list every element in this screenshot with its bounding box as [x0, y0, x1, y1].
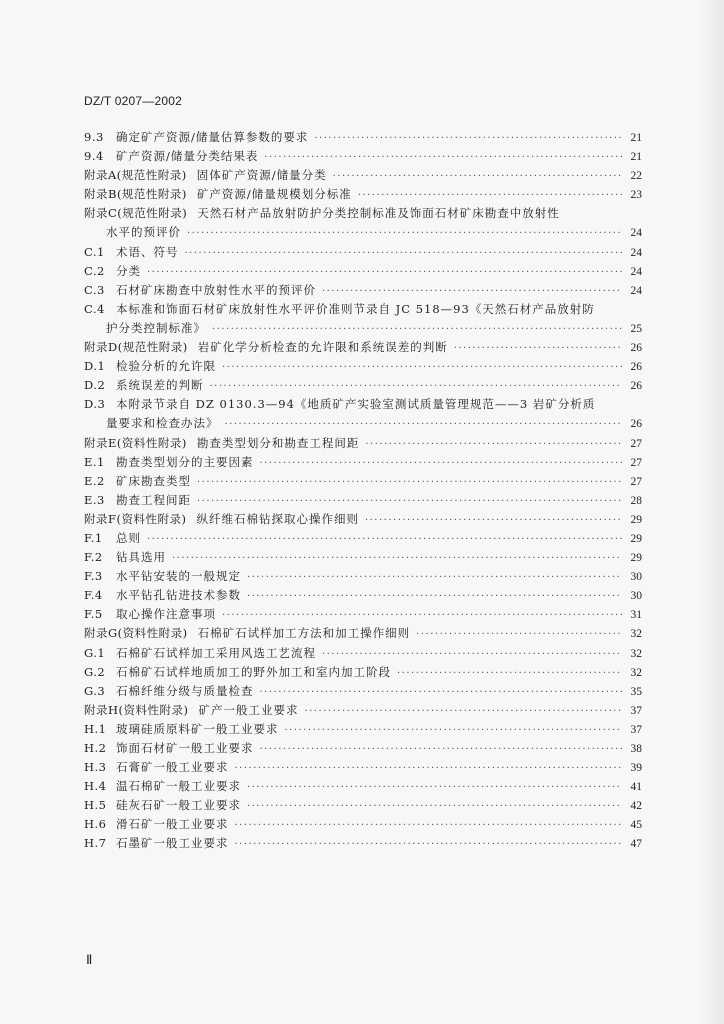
toc-entry-number: 附录G(资料性附录)	[84, 626, 188, 641]
toc-leader-dots	[285, 721, 623, 740]
toc-entry-page: 27	[630, 475, 642, 488]
toc-entry-number: E.3	[84, 492, 105, 507]
toc-entry-page: 32	[630, 666, 642, 679]
toc-leader-dots	[147, 530, 622, 549]
toc-entry-title: 检验分析的允许限	[116, 359, 216, 374]
toc-entry-page: 29	[630, 513, 642, 526]
toc-entry-number: 附录H(资料性附录)	[84, 702, 189, 717]
toc-entry-page: 25	[630, 322, 642, 335]
toc-leader-dots	[260, 454, 623, 473]
toc-entry-title: 矿床勘查类型	[116, 473, 191, 488]
toc-entry-number: H.1	[84, 721, 107, 736]
toc-entry-page: 39	[630, 762, 642, 775]
toc-entry-page: 26	[630, 418, 642, 431]
toc-entry-page: 26	[630, 342, 642, 355]
toc-leader-dots	[197, 473, 622, 492]
toc-entry-title: 玻璃硅质原料矿一般工业要求	[116, 721, 279, 736]
toc-entry-title: 确定矿产资源/储量估算参数的要求	[116, 130, 309, 144]
toc-entry[interactable]	[84, 605, 642, 624]
toc-entry-title: 石棉纤维分级与质量检查	[116, 683, 254, 698]
toc-entry-number: 附录B(规范性附录)	[84, 187, 187, 202]
toc-entry-page: 32	[630, 647, 642, 660]
toc-leader-dots	[314, 129, 622, 148]
toc-entry-title: 护分类控制标准》	[106, 320, 206, 335]
toc-entry[interactable]	[84, 510, 642, 529]
toc-entry[interactable]	[84, 243, 642, 262]
toc-entry-number: G.2	[84, 664, 106, 679]
toc-entry[interactable]	[84, 815, 642, 834]
toc-entry-title: 本附录节录自 DZ 0130.3—94《地质矿产实验室测试质量管理规范——3 岩矿分析质	[116, 397, 596, 412]
toc-entry-number: H.6	[84, 817, 107, 832]
toc-entry-title: 石棉矿石试样加工方法和加工操作细则	[197, 626, 411, 641]
toc-entry-number: F.2	[84, 550, 103, 565]
toc-entry-page: 23	[630, 189, 642, 202]
toc-leader-dots	[147, 263, 622, 282]
toc-entry-title: 总则	[116, 530, 141, 545]
toc-entry-page: 31	[630, 609, 642, 622]
toc-entry-title: 石材矿床勘查中放射性水平的预评价	[116, 282, 316, 297]
toc-entry-title: 石棉矿石试样加工采用风选工艺流程	[116, 645, 316, 660]
toc-leader-dots	[247, 587, 622, 606]
toc-entry-number: H.3	[84, 760, 107, 775]
toc-entry-number: H.7	[84, 836, 107, 851]
toc-entry[interactable]	[84, 434, 642, 453]
toc-entry-title: 勘查类型划分的主要因素	[116, 454, 254, 469]
toc-entry-title: 分类	[116, 263, 141, 278]
toc-entry-number: C.4	[84, 301, 105, 316]
toc-entry-page: 26	[630, 361, 642, 374]
toc-entry-title: 纵纤维石棉钻探取心操作细则	[196, 511, 359, 526]
toc-leader-dots	[197, 492, 622, 511]
toc-entry[interactable]	[84, 395, 642, 414]
toc-leader-dots	[333, 167, 622, 186]
toc-leader-dots	[358, 186, 622, 205]
toc-entry[interactable]	[84, 796, 642, 815]
toc-entry-page: 27	[630, 437, 642, 450]
toc-entry-title: 取心操作注意事项	[116, 607, 216, 622]
toc-leader-dots	[247, 778, 622, 797]
toc-entry-title: 矿产一般工业要求	[198, 702, 299, 717]
page-edge-shadow	[698, 0, 724, 1024]
toc-leader-dots	[260, 683, 623, 702]
toc-leader-dots	[454, 339, 622, 358]
toc-entry-page: 38	[630, 743, 642, 755]
toc-entry[interactable]	[84, 567, 642, 586]
toc-entry-title: 矿产资源/储量分类结果表	[116, 149, 259, 164]
toc-leader-dots	[416, 625, 622, 644]
toc-leader-dots	[172, 549, 622, 568]
toc-leader-dots	[305, 702, 622, 721]
toc-entry-page: 30	[630, 571, 642, 584]
toc-entry-title: 滑石矿一般工业要求	[116, 817, 229, 832]
toc-entry-number: C.3	[84, 282, 105, 297]
toc-entry-page: 35	[630, 685, 642, 698]
toc-entry-title: 量要求和检查办法》	[106, 416, 219, 431]
toc-entry-number: G.1	[84, 645, 106, 660]
toc-entry[interactable]	[84, 472, 642, 491]
toc-leader-dots	[185, 244, 623, 263]
toc-leader-dots	[222, 606, 622, 625]
toc-entry-title: 石膏矿一般工业要求	[116, 760, 229, 775]
toc-leader-dots	[397, 664, 622, 683]
toc-entry-page: 29	[630, 552, 642, 565]
toc-entry[interactable]	[84, 319, 642, 338]
toc-entry[interactable]	[84, 453, 642, 472]
toc-leader-dots	[187, 224, 622, 243]
toc-leader-dots	[235, 816, 623, 835]
document-code: DZ/T 0207—2002	[84, 94, 182, 108]
toc-entry-page: 21	[630, 151, 642, 164]
toc-entry-page: 32	[630, 628, 642, 641]
toc-entry-page: 21	[630, 132, 642, 144]
toc-entry-title: 勘查工程间距	[116, 492, 191, 507]
toc-leader-dots	[260, 740, 623, 759]
toc-entry-page: 28	[630, 494, 642, 507]
toc-entry-title: 系统误差的判断	[116, 378, 204, 393]
toc-entry-title: 水平钻孔钻进技术参数	[116, 588, 241, 603]
toc-entry-number: 附录C(规范性附录)	[84, 206, 188, 221]
toc-entry-number: H.2	[84, 741, 107, 755]
toc-entry-number: F.1	[84, 530, 103, 545]
toc-entry-title: 饰面石材矿一般工业要求	[116, 741, 254, 755]
toc-entry-number: C.2	[84, 263, 105, 278]
toc-entry-number: D.1	[84, 359, 106, 374]
toc-entry-title: 温石棉矿一般工业要求	[116, 779, 241, 794]
toc-leader-dots	[322, 645, 622, 664]
toc-entry-page: 24	[630, 284, 642, 297]
toc-leader-dots	[222, 358, 622, 377]
page-number: Ⅱ	[86, 952, 92, 967]
toc-entry-number: F.4	[84, 588, 103, 603]
toc-leader-dots	[235, 759, 623, 778]
toc-leader-dots	[235, 835, 623, 854]
toc-entry[interactable]	[84, 300, 642, 319]
toc-entry[interactable]	[84, 529, 642, 548]
toc-entry-number: C.1	[84, 244, 105, 259]
toc-entry-title: 岩矿化学分析检查的允许限和系统误差的判断	[197, 340, 448, 355]
toc-entry[interactable]	[84, 663, 642, 682]
toc-entry-page: 47	[630, 838, 642, 851]
toc-entry[interactable]	[84, 834, 642, 853]
toc-leader-dots	[212, 320, 622, 339]
toc-entry-title: 术语、符号	[116, 244, 179, 259]
toc-entry-number: H.4	[84, 779, 107, 794]
toc-entry[interactable]	[84, 586, 642, 605]
toc-entry-number: D.2	[84, 378, 106, 393]
toc-leader-dots	[225, 415, 623, 434]
toc-entry[interactable]	[84, 357, 642, 376]
toc-entry-title: 勘查类型划分和勘查工程间距	[196, 435, 360, 450]
toc-entry-title: 石棉矿石试样地质加工的野外加工和室内加工阶段	[116, 664, 391, 679]
toc-entry-title: 硅灰石矿一般工业要求	[116, 798, 241, 813]
toc-entry-number: 9.4	[84, 149, 104, 164]
toc-entry-page: 27	[630, 456, 642, 469]
toc-entry-number: H.5	[84, 798, 107, 813]
toc-entry-page: 30	[630, 590, 642, 603]
toc-leader-dots	[365, 435, 622, 454]
toc-entry-number: 9.3	[84, 130, 104, 144]
toc-leader-dots	[210, 377, 623, 396]
toc-entry[interactable]	[84, 701, 642, 720]
toc-entry-page: 24	[630, 227, 642, 240]
toc-entry-number: 附录E(资料性附录)	[84, 435, 187, 450]
toc-entry[interactable]	[84, 128, 642, 147]
toc-entry-title: 水平的预评价	[106, 225, 181, 240]
toc-entry-number: 附录A(规范性附录)	[84, 168, 187, 183]
toc-entry-number: G.3	[84, 683, 106, 698]
toc-entry-number: 附录F(资料性附录)	[84, 511, 187, 526]
toc-entry[interactable]	[84, 147, 642, 166]
toc-entry-number: 附录D(规范性附录)	[84, 340, 188, 355]
toc-leader-dots	[264, 148, 622, 167]
toc-entry[interactable]	[84, 777, 642, 796]
toc-entry-page: 41	[630, 781, 642, 794]
toc-entry[interactable]	[84, 491, 642, 510]
toc-entry[interactable]	[84, 185, 642, 204]
toc-entry-page: 45	[630, 819, 642, 832]
toc-entry-title: 石墨矿一般工业要求	[116, 836, 229, 851]
toc-entry-page: 22	[630, 170, 642, 183]
toc-entry[interactable]	[84, 204, 642, 223]
toc-entry[interactable]	[84, 720, 642, 739]
toc-entry[interactable]	[84, 739, 642, 758]
toc-entry[interactable]	[84, 548, 642, 567]
toc-entry-page: 37	[630, 723, 642, 736]
toc-entry-number: E.1	[84, 454, 105, 469]
toc-entry-title: 水平钻安装的一般规定	[116, 569, 241, 584]
toc-entry[interactable]	[84, 682, 642, 701]
toc-entry[interactable]	[84, 376, 642, 395]
toc-entry-page: 42	[630, 800, 642, 813]
toc-entry[interactable]	[84, 624, 642, 643]
toc-leader-dots	[365, 511, 622, 530]
toc-leader-dots	[322, 282, 622, 301]
table-of-contents	[84, 128, 642, 854]
toc-entry-number: D.3	[84, 397, 106, 412]
toc-entry[interactable]	[84, 414, 642, 433]
toc-entry[interactable]	[84, 166, 642, 185]
toc-entry-title: 本标准和饰面石材矿床放射性水平评价准则节录自 JC 518—93《天然石材产品放射防	[116, 301, 595, 316]
toc-entry[interactable]	[84, 262, 642, 281]
toc-entry[interactable]	[84, 281, 642, 300]
toc-entry-page: 29	[630, 532, 642, 545]
toc-leader-dots	[247, 568, 622, 587]
toc-entry-page: 24	[630, 265, 642, 278]
toc-entry-page: 37	[630, 704, 642, 717]
toc-leader-dots	[247, 797, 622, 816]
toc-entry-number: F.5	[84, 607, 103, 622]
toc-entry-title: 固体矿产资源/储量分类	[196, 168, 327, 183]
toc-entry-number: F.3	[84, 569, 103, 584]
toc-entry[interactable]	[84, 338, 642, 357]
toc-entry[interactable]	[84, 223, 642, 242]
toc-entry[interactable]	[84, 644, 642, 663]
toc-entry-title: 钻具选用	[116, 550, 166, 565]
toc-entry-number: E.2	[84, 473, 105, 488]
toc-entry-page: 24	[630, 246, 642, 259]
toc-entry-page: 26	[630, 380, 642, 393]
toc-entry-title: 矿产资源/储量规模划分标准	[196, 187, 352, 202]
toc-entry[interactable]	[84, 758, 642, 777]
toc-entry-title: 天然石材产品放射防护分类控制标准及饰面石材矿床勘查中放射性	[197, 206, 560, 221]
